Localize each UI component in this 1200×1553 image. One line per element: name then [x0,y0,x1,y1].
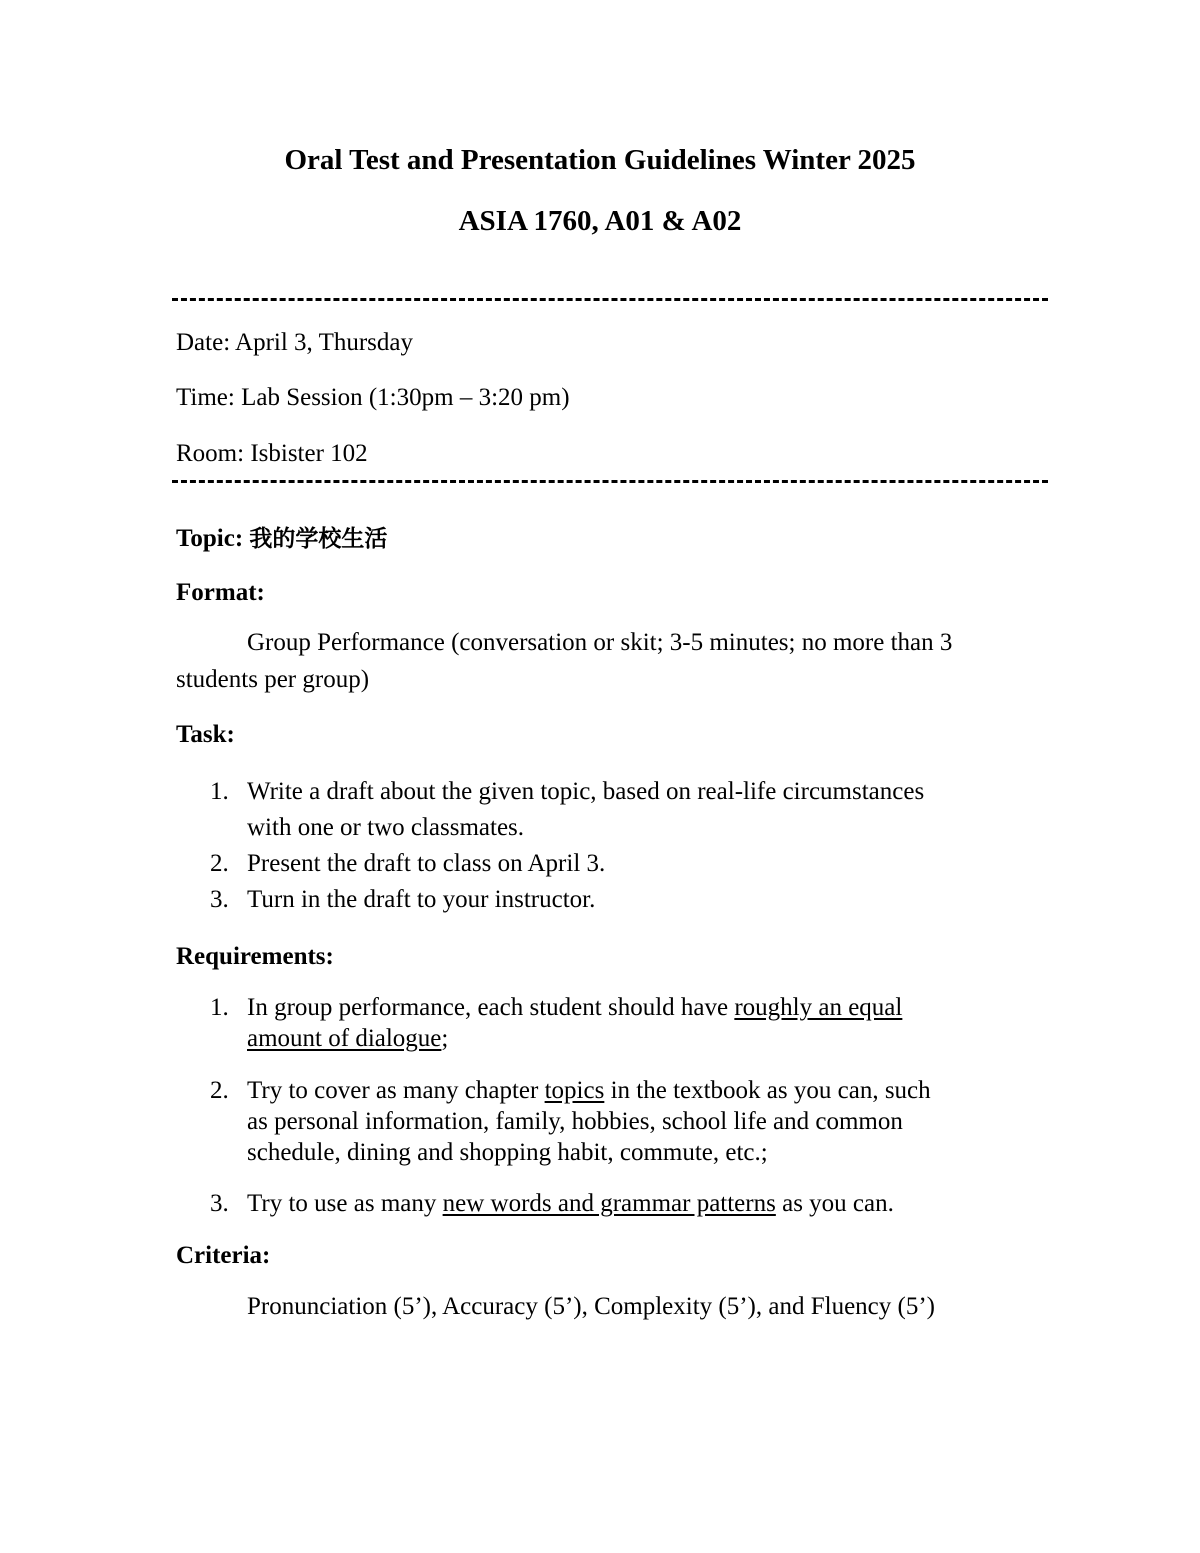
underlined-phrase: roughly an equal [734,994,903,1021]
requirement-item-text [247,1078,931,1103]
task-item-number: 1. [210,778,229,805]
underlined-phrase: new words and grammar patterns [442,1190,776,1217]
date-line: Date: April 3, Thursday [176,329,413,356]
course-code: ASIA 1760, A01 & A02 [458,205,742,237]
task-item-text: Write a draft about the given topic, based on real-life circumstances [247,778,925,805]
topic-value: 我的学校生活 [249,526,388,552]
requirement-item-text-cont [247,1026,448,1051]
criteria-text: Pronunciation (5’), Accuracy (5’), Complexity (5’), and Fluency (5’) [247,1293,935,1320]
topic-label: Topic: [176,525,250,552]
document-title: Oral Test and Presentation Guidelines Winter 2025 [284,144,916,176]
room-line: Room: Isbister 102 [176,440,368,467]
criteria-heading: Criteria: [176,1242,271,1269]
requirements-heading: Requirements: [176,943,334,970]
task-item-text: Turn in the draft to your instructor. [247,886,596,913]
requirement-item-number: 2. [210,1077,229,1104]
requirement-item-text [247,995,902,1020]
bottom-divider [172,480,1048,483]
requirement-text: In group performance, each student should have [247,994,735,1021]
requirement-item-text-cont: schedule, dining and shopping habit, commute, etc.; [247,1139,768,1166]
task-item-number: 2. [210,850,229,877]
format-text-line2: students per group) [176,666,370,693]
task-item-text-cont: with one or two classmates. [247,814,525,841]
topic-line [176,526,387,551]
format-heading: Format: [176,579,265,606]
task-item-number: 3. [210,886,229,913]
requirement-item-text-cont: as personal information, family, hobbies, school life and common [247,1108,903,1135]
requirement-item-number: 1. [210,994,229,1021]
underlined-phrase: topics [544,1077,605,1104]
requirement-text: Try to use as many [247,1190,443,1217]
task-item-text: Present the draft to class on April 3. [247,850,606,877]
format-text-line1: Group Performance (conversation or skit; 3-5 minutes; no more than 3 [247,629,953,656]
requirement-text: ; [441,1025,449,1052]
requirement-item-number: 3. [210,1190,229,1217]
task-heading: Task: [176,721,235,748]
requirement-item-text [247,1191,894,1216]
time-line: Time: Lab Session (1:30pm – 3:20 pm) [176,384,570,411]
underlined-phrase: amount of dialogue [247,1025,442,1052]
requirement-text: as you can. [775,1190,894,1217]
requirement-text: in the textbook as you can, such [604,1077,931,1104]
requirement-text: Try to cover as many chapter [247,1077,545,1104]
top-divider [172,298,1048,301]
